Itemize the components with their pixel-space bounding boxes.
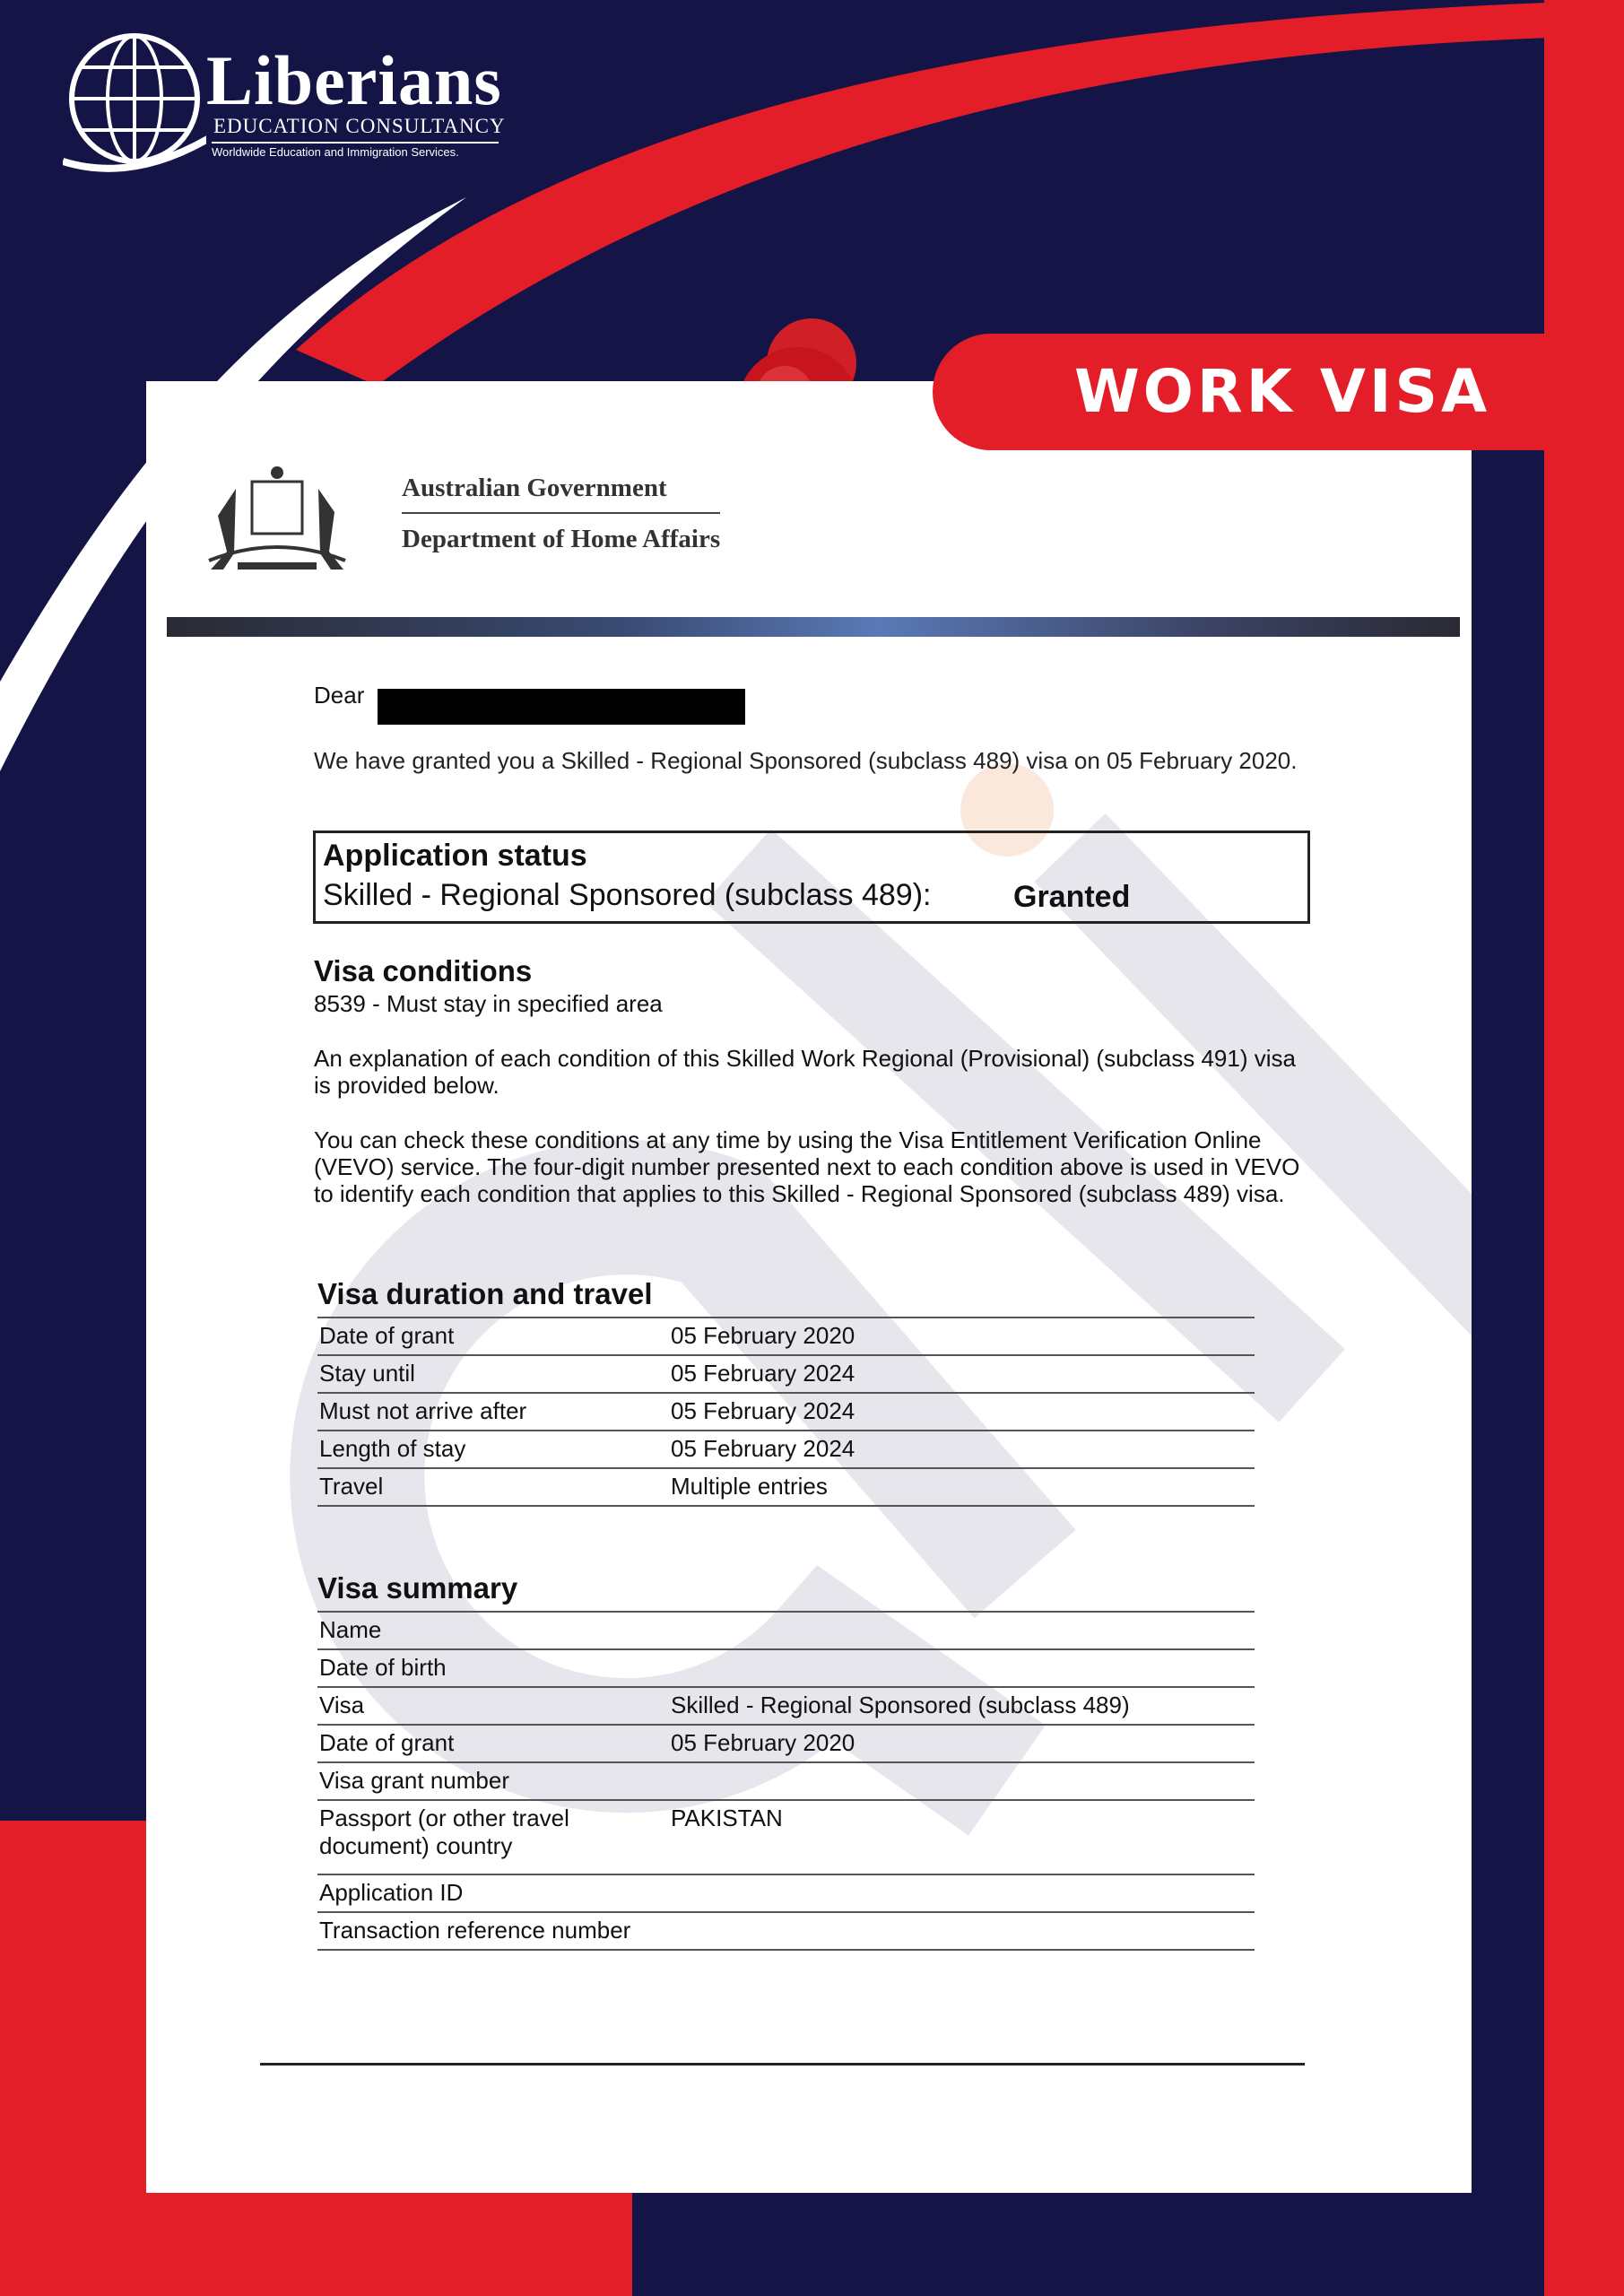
table-row [317, 1762, 1255, 1800]
row-label: Date of birth [317, 1649, 669, 1687]
work-visa-badge: WORK VISA [933, 334, 1624, 450]
row-value [669, 1649, 1255, 1687]
table-row [317, 1649, 1255, 1687]
letterhead [402, 474, 720, 554]
brand-tagline: Worldwide Education and Immigration Services. [212, 142, 499, 159]
salutation-row [314, 682, 1309, 719]
row-value: 05 February 2020 [669, 1318, 1255, 1355]
row-label: Travel [317, 1468, 669, 1506]
table-row [317, 1800, 1255, 1874]
salutation: Dear [314, 682, 365, 709]
table-row [317, 1912, 1255, 1950]
row-label: Date of grant [317, 1318, 669, 1355]
row-label: Length of stay [317, 1431, 669, 1468]
duration-title: Visa duration and travel [317, 1277, 653, 1310]
brand-subtitle: EDUCATION CONSULTANCY [213, 115, 506, 137]
row-value: 05 February 2024 [669, 1431, 1255, 1468]
row-label: Must not arrive after [317, 1393, 669, 1431]
row-label: Visa [317, 1687, 669, 1725]
summary-table [317, 1611, 1255, 1951]
row-label: Stay until [317, 1355, 669, 1393]
conditions-title: Visa conditions [314, 954, 533, 987]
company-logo [63, 27, 529, 179]
row-label: Date of grant [317, 1725, 669, 1762]
row-value [669, 1612, 1255, 1649]
row-value [669, 1762, 1255, 1800]
header-band [167, 617, 1460, 637]
visa-summary-section [317, 1571, 1313, 1951]
row-label: Application ID [317, 1874, 669, 1912]
status-value: Granted [1013, 880, 1131, 914]
redaction-bar [378, 689, 745, 725]
status-label: Skilled - Regional Sponsored (subclass 489): [323, 878, 932, 912]
footer-divider [260, 2063, 1305, 2066]
table-row [317, 1355, 1255, 1393]
government-name: Australian Government [402, 474, 720, 514]
department-name: Department of Home Affairs [402, 525, 721, 553]
row-value: Skilled - Regional Sponsored (subclass 489) [669, 1687, 1255, 1725]
row-value [669, 1912, 1255, 1950]
row-value: Multiple entries [669, 1468, 1255, 1506]
brand-name: Liberians [206, 41, 502, 119]
table-row [317, 1687, 1255, 1725]
row-value: 05 February 2020 [669, 1725, 1255, 1762]
row-value: 05 February 2024 [669, 1355, 1255, 1393]
status-title: Application status [323, 839, 587, 873]
row-label: Transaction reference number [317, 1912, 669, 1950]
row-value: 05 February 2024 [669, 1393, 1255, 1431]
row-label: Visa grant number [317, 1762, 669, 1800]
duration-table [317, 1317, 1255, 1507]
visa-duration-section [317, 1277, 1313, 1507]
table-row [317, 1393, 1255, 1431]
globe-icon [63, 27, 206, 179]
visa-conditions-section [314, 954, 1309, 1207]
conditions-paragraph-2: You can check these conditions at any time by using the Visa Entitlement Verification Online (VEVO) service. The four-digit number presented next to each condition above is used in VEVO to identify each condition that applies to this Skilled - Regional Sponsored (subclass 489) visa. [314, 1126, 1300, 1207]
table-row [317, 1468, 1255, 1506]
letter-body [314, 682, 1309, 1944]
table-row [317, 1318, 1255, 1355]
intro-paragraph: We have granted you a Skilled - Regional Sponsored (subclass 489) visa on 05 February 2020. [314, 747, 1298, 774]
table-row [317, 1874, 1255, 1912]
row-value [669, 1874, 1255, 1912]
conditions-paragraph-1: An explanation of each condition of this Skilled Work Regional (Provisional) (subclass 491) visa is provided below. [314, 1045, 1296, 1099]
row-label: Passport (or other travel document) country [317, 1800, 669, 1874]
table-row [317, 1431, 1255, 1468]
row-value: PAKISTAN [669, 1800, 1255, 1874]
application-status-box [313, 831, 1310, 924]
summary-title: Visa summary [317, 1571, 518, 1605]
condition-item: 8539 - Must stay in specified area [314, 990, 663, 1017]
table-row [317, 1725, 1255, 1762]
table-row [317, 1612, 1255, 1649]
row-label: Name [317, 1612, 669, 1649]
